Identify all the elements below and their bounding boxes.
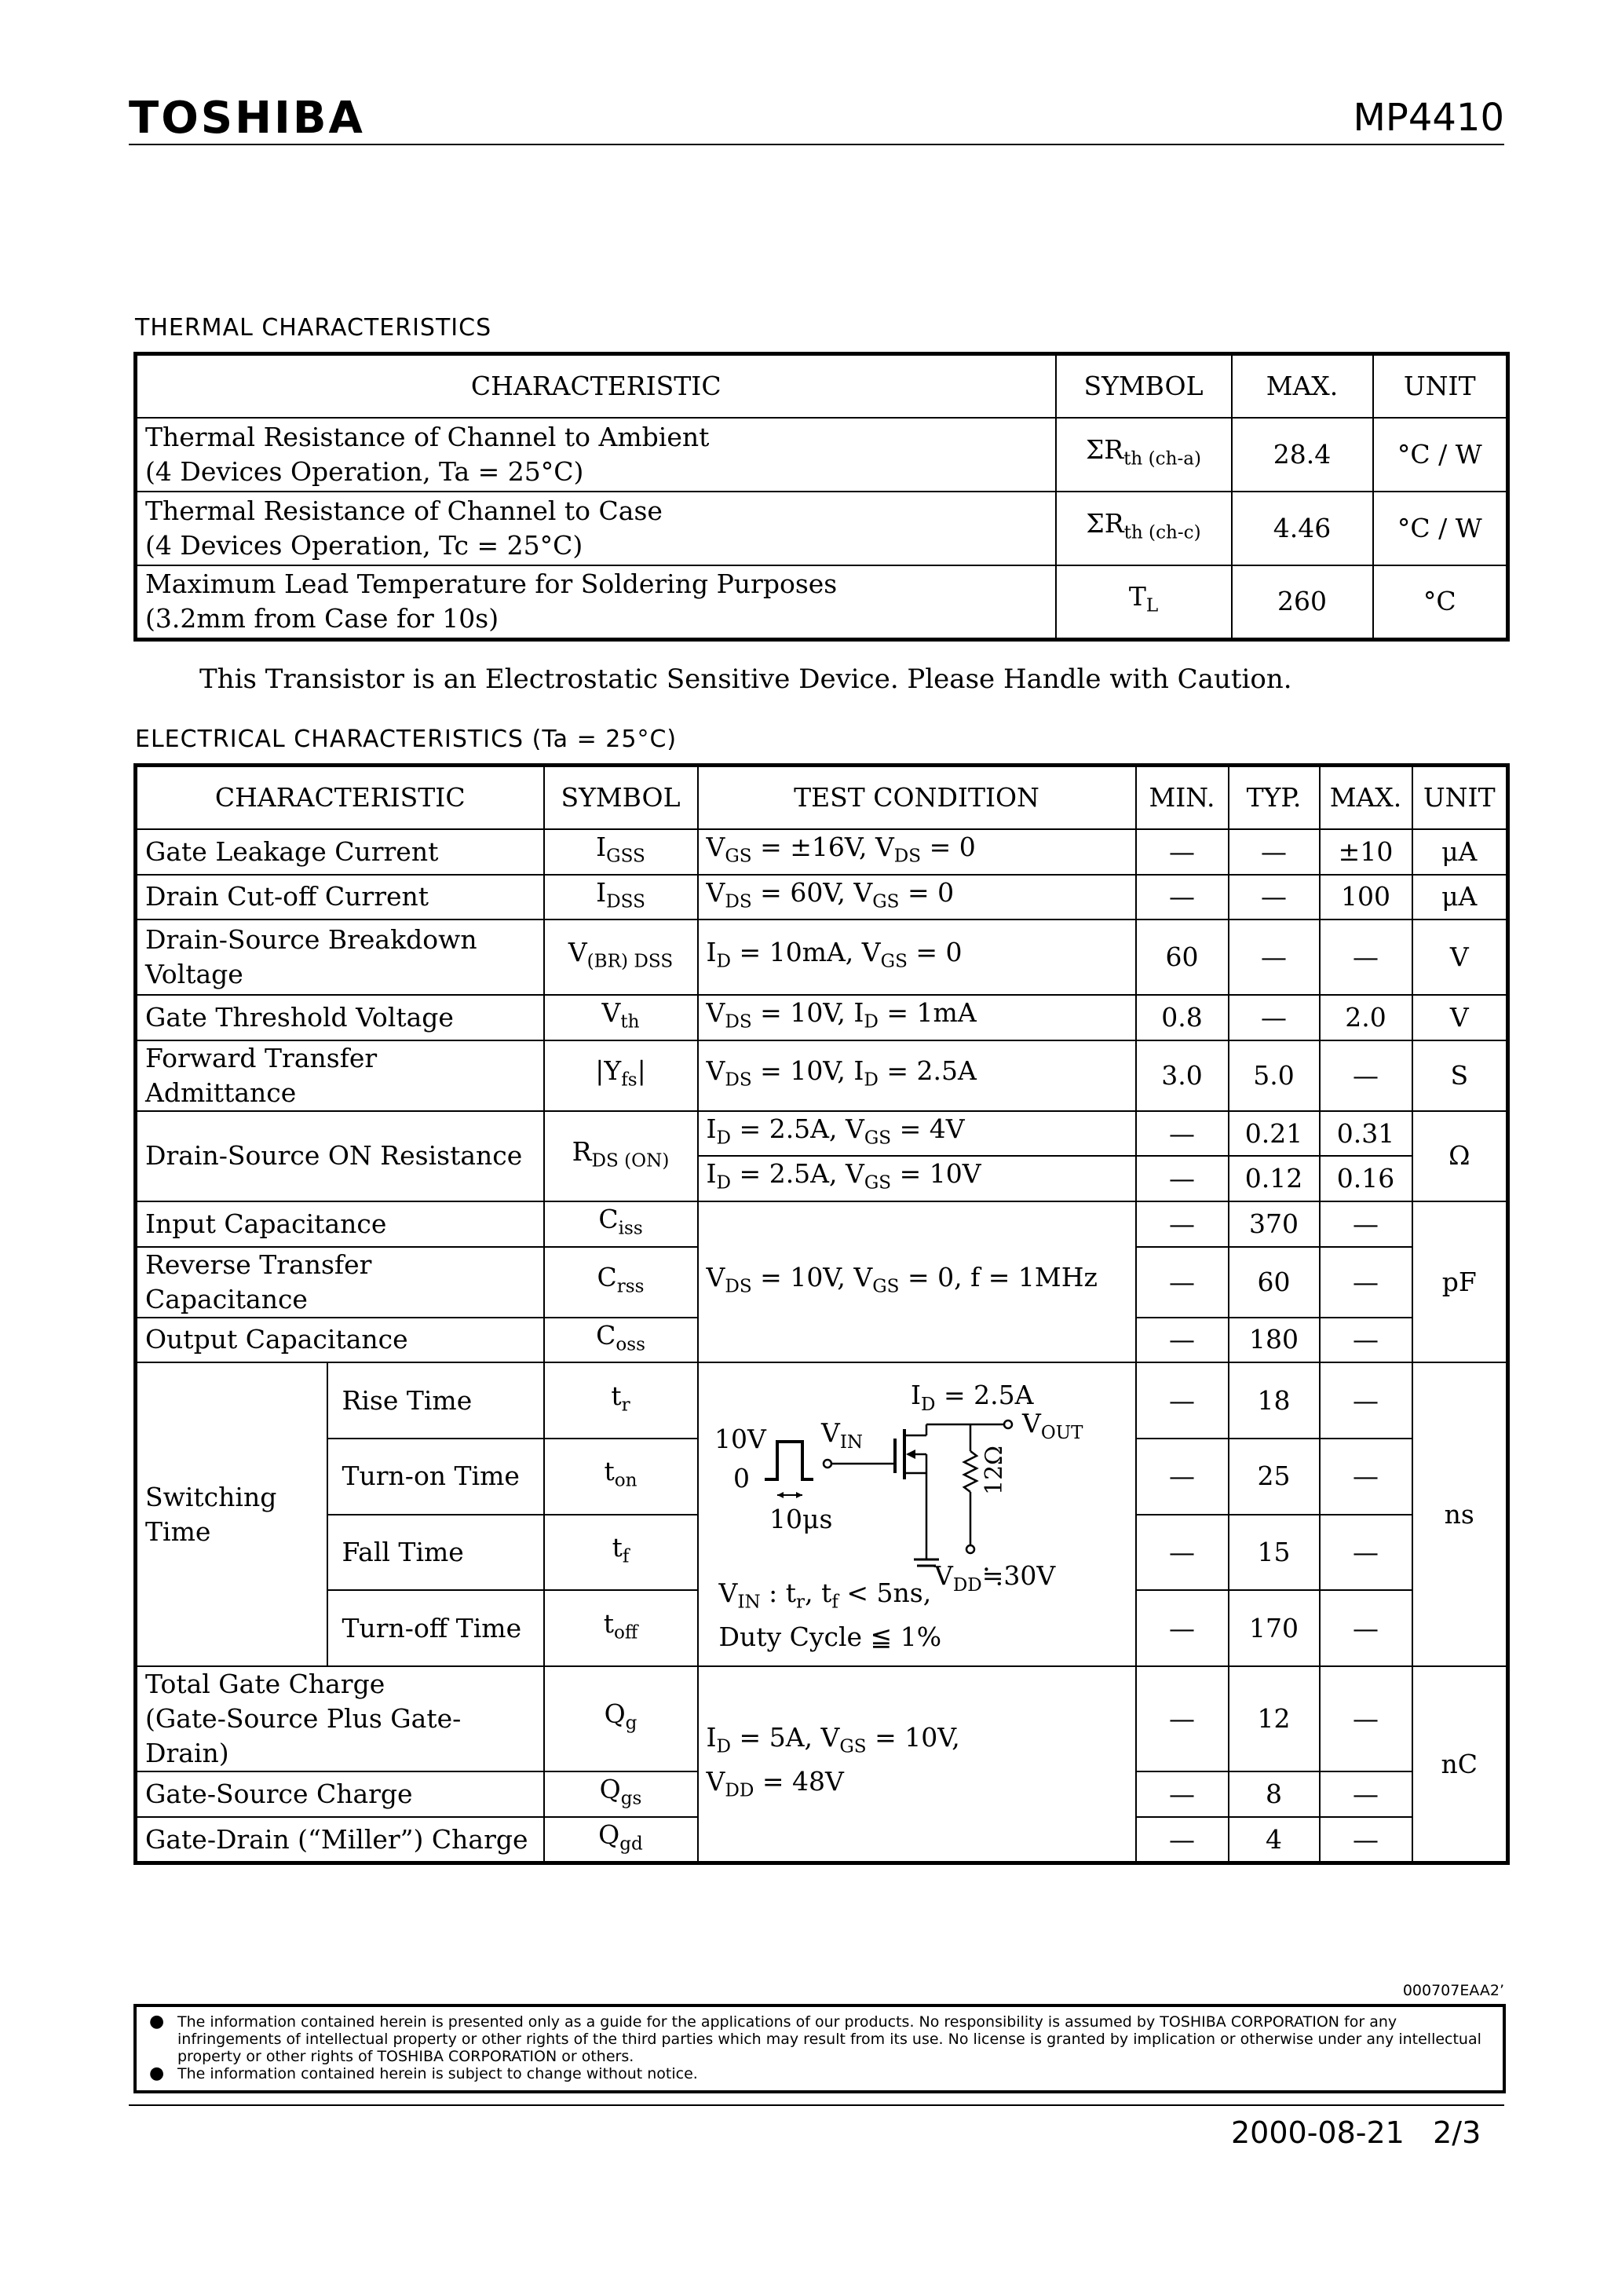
max: 0.31 (1320, 1111, 1412, 1157)
char-name: Total Gate Charge (Gate-Source Plus Gate-Drain) (136, 1666, 544, 1771)
unit: μA (1412, 829, 1508, 875)
disclaimer-item: ● The information contained herein is presented only as a guide for the applications of our products. No responsibility is assumed by TOSHIBA CORPORATION for any infringements of intellectual property or other rights of the third parties which may result from its use. No license is granted by implication or otherwise under any intellectual property or other rights of TOSHIBA CORPORATION or others. (149, 2012, 1481, 2065)
symbol: $V_{(BR) DSS}$ (544, 919, 698, 995)
min: — (1136, 1515, 1229, 1591)
max: 2.0 (1320, 995, 1412, 1040)
unit: V (1412, 919, 1508, 995)
thermal-characteristic: Maximum Lead Temperature for Soldering Purposes (3.2mm from Case for 10s) (136, 565, 1056, 639)
min: 3.0 (1136, 1040, 1229, 1111)
header-rule (129, 144, 1504, 145)
typ: 18 (1229, 1362, 1320, 1439)
max: — (1320, 1040, 1412, 1111)
symbol: $t_{off}$ (544, 1590, 698, 1666)
thermal-unit: °C / W (1373, 418, 1508, 492)
circuit-conditions (719, 1576, 942, 1654)
vdd-label: $V_{DD}≒30V$ (933, 1560, 1055, 1596)
max: — (1320, 1515, 1412, 1591)
typ: 370 (1229, 1201, 1320, 1247)
row-breakdown-voltage (136, 919, 1508, 995)
test-condition: $V_{DS} = 10V$, $I_D = 2.5A$ (698, 1040, 1136, 1111)
thermal-max: 4.46 (1232, 492, 1373, 565)
thermal-max: 28.4 (1232, 418, 1373, 492)
test-condition: $I_D = 2.5A$, $V_{GS} = 4V$ (698, 1111, 1136, 1157)
test-condition: $V_{DS} = 10V$, $V_{GS} = 0$, f = 1MHz (698, 1201, 1136, 1362)
char-name: Turn-off Time (327, 1590, 544, 1666)
thermal-row (136, 492, 1508, 565)
char-name: Drain Cut-off Current (136, 875, 544, 920)
brand-logo: TOSHIBA (129, 93, 365, 144)
typ: — (1229, 919, 1320, 995)
arrow-left-icon (777, 1492, 784, 1498)
min: — (1136, 1666, 1229, 1771)
vin-terminal (824, 1460, 831, 1468)
th-symbol: SYMBOL (1056, 354, 1232, 419)
document-code: 000707EAA2’ (1402, 1982, 1504, 1999)
symbol: $C_{iss}$ (544, 1201, 698, 1247)
pulse-condition: $V_{IN}$ : $t_r$, $t_f < 5ns$, (718, 1578, 932, 1613)
typ: 25 (1229, 1439, 1320, 1515)
min: — (1136, 1318, 1229, 1363)
page-number: 2/3 (1433, 2115, 1481, 2150)
electrical-table (133, 763, 1510, 1865)
typ: 0.21 (1229, 1111, 1320, 1157)
test-condition: $I_D = 2.5A$, $V_{GS} = 10V$ (698, 1156, 1136, 1201)
symbol: $C_{rss}$ (544, 1247, 698, 1318)
symbol: $V_{th}$ (544, 995, 698, 1040)
part-number: MP4410 (1353, 96, 1504, 140)
typ: — (1229, 829, 1320, 875)
min: — (1136, 1362, 1229, 1439)
typ: — (1229, 995, 1320, 1040)
esd-caution-note: This Transistor is an Electrostatic Sensitive Device. Please Handle with Caution. (199, 664, 1292, 695)
char-name: Fall Time (327, 1515, 544, 1591)
max: — (1320, 1362, 1412, 1439)
char-name: Rise Time (327, 1362, 544, 1439)
min: — (1136, 1439, 1229, 1515)
typ: 60 (1229, 1247, 1320, 1318)
thermal-symbol: $T_L$ (1056, 565, 1232, 639)
eh-symbol: SYMBOL (544, 766, 698, 830)
row-transfer-admittance (136, 1040, 1508, 1111)
eh-test-condition: TEST CONDITION (698, 766, 1136, 830)
max: — (1320, 1666, 1412, 1771)
typ: 5.0 (1229, 1040, 1320, 1111)
max: — (1320, 1247, 1412, 1318)
test-condition: $I_D = 5A$, $V_{GS} = 10V$, $V_{DD} = 48V$ (698, 1666, 1136, 1863)
test-condition: $V_{DS} = 10V$, $I_D = 1mA$ (698, 995, 1136, 1040)
bullet-icon: ● (149, 2064, 165, 2083)
row-on-resistance (136, 1111, 1508, 1157)
typ: 15 (1229, 1515, 1320, 1591)
unit: ns (1412, 1362, 1508, 1666)
max: — (1320, 1590, 1412, 1666)
row-total-gate-charge (136, 1666, 1508, 1771)
min: — (1136, 1201, 1229, 1247)
char-name: Input Capacitance (136, 1201, 544, 1247)
eh-typ: TYP. (1229, 766, 1320, 830)
eh-unit: UNIT (1412, 766, 1508, 830)
max: — (1320, 1817, 1412, 1863)
vdd-terminal (966, 1545, 974, 1553)
thermal-characteristic: Thermal Resistance of Channel to Ambient (4 Devices Operation, Ta = 25°C) (136, 418, 1056, 492)
duty-cycle-condition: Duty Cycle ≦ 1% (718, 1621, 942, 1652)
typ: 12 (1229, 1666, 1320, 1771)
th-unit: UNIT (1373, 354, 1508, 419)
bullet-icon: ● (149, 2012, 165, 2031)
unit: S (1412, 1040, 1508, 1111)
pulse-width-label: 10μs (769, 1504, 832, 1535)
max: — (1320, 1771, 1412, 1817)
test-condition: $V_{GS} = \pm 16V$, $V_{DS} = 0$ (698, 829, 1136, 875)
thermal-symbol: $\Sigma R_{th (ch-c)}$ (1056, 492, 1232, 565)
typ: 170 (1229, 1590, 1320, 1666)
unit: pF (1412, 1201, 1508, 1362)
test-condition: $V_{DS} = 60V$, $V_{GS} = 0$ (698, 875, 1136, 920)
char-name: Drain-Source Breakdown Voltage (136, 919, 544, 995)
symbol: $I_{GSS}$ (544, 829, 698, 875)
max: ±10 (1320, 829, 1412, 875)
typ: 8 (1229, 1771, 1320, 1817)
symbol: $Q_{gd}$ (544, 1817, 698, 1863)
char-name: Forward Transfer Admittance (136, 1040, 544, 1111)
char-name: Gate-Drain (“Miller”) Charge (136, 1817, 544, 1863)
row-rise-time (136, 1362, 1508, 1439)
typ: 180 (1229, 1318, 1320, 1363)
typ: 0.12 (1229, 1156, 1320, 1201)
min: — (1136, 1771, 1229, 1817)
row-threshold-voltage (136, 995, 1508, 1040)
thermal-table (133, 352, 1510, 642)
load-resistor (964, 1451, 977, 1492)
thermal-row (136, 565, 1508, 639)
footer-rule (129, 2104, 1504, 2106)
unit: μA (1412, 875, 1508, 920)
input-pulse (765, 1442, 813, 1479)
max: 100 (1320, 875, 1412, 920)
row-input-capacitance (136, 1201, 1508, 1247)
char-name: Gate-Source Charge (136, 1771, 544, 1817)
symbol: $t_{on}$ (544, 1439, 698, 1515)
eh-max: MAX. (1320, 766, 1412, 830)
symbol: $|Y_{fs}|$ (544, 1040, 698, 1111)
char-name: Reverse Transfer Capacitance (136, 1247, 544, 1318)
char-name: Turn-on Time (327, 1439, 544, 1515)
unit: V (1412, 995, 1508, 1040)
min: — (1136, 829, 1229, 875)
char-name: Gate Threshold Voltage (136, 995, 544, 1040)
char-name: Gate Leakage Current (136, 829, 544, 875)
thermal-characteristic: Thermal Resistance of Channel to Case (4 Devices Operation, Tc = 25°C) (136, 492, 1056, 565)
symbol: $I_{DSS}$ (544, 875, 698, 920)
max: 0.16 (1320, 1156, 1412, 1201)
max: — (1320, 919, 1412, 995)
row-gate-leakage (136, 829, 1508, 875)
thermal-unit: °C (1373, 565, 1508, 639)
eh-characteristic: CHARACTERISTIC (136, 766, 544, 830)
max: — (1320, 1318, 1412, 1363)
switching-time-group: Switching Time (136, 1362, 327, 1666)
th-max: MAX. (1232, 354, 1373, 419)
min: — (1136, 1111, 1229, 1157)
thermal-max: 260 (1232, 565, 1373, 639)
typ: — (1229, 875, 1320, 920)
unit: Ω (1412, 1111, 1508, 1201)
thermal-section-title: THERMAL CHARACTERISTICS (135, 314, 492, 342)
publish-date: 2000-08-21 (1231, 2115, 1405, 2150)
thermal-row (136, 418, 1508, 492)
pulse-low-label: 0 (732, 1463, 750, 1494)
resistor-label: 12Ω (980, 1446, 1008, 1496)
char-name: Drain-Source ON Resistance (136, 1111, 544, 1201)
disclaimer-item: ● The information contained herein is subject to change without notice. (149, 2064, 698, 2083)
vout-terminal (1004, 1420, 1012, 1428)
typ: 4 (1229, 1817, 1320, 1863)
symbol: $C_{oss}$ (544, 1318, 698, 1363)
min: — (1136, 875, 1229, 920)
symbol: $R_{DS (ON)}$ (544, 1111, 698, 1201)
th-characteristic: CHARACTERISTIC (136, 354, 1056, 419)
test-condition: $I_D = 10mA$, $V_{GS} = 0$ (698, 919, 1136, 995)
electrical-section-title: ELECTRICAL CHARACTERISTICS (Ta = 25°C) (135, 726, 678, 753)
eh-min: MIN. (1136, 766, 1229, 830)
thermal-unit: °C / W (1373, 492, 1508, 565)
char-name: Output Capacitance (136, 1318, 544, 1363)
pulse-high-label: 10V (714, 1424, 766, 1455)
min: 0.8 (1136, 995, 1229, 1040)
symbol: $t_f$ (544, 1515, 698, 1591)
footer-date-page (1231, 2115, 1481, 2150)
vin-label: $V_{IN}$ (820, 1417, 863, 1453)
min: — (1136, 1817, 1229, 1863)
thermal-symbol: $\Sigma R_{th (ch-a)}$ (1056, 418, 1232, 492)
unit: nC (1412, 1666, 1508, 1863)
vout-label: $V_{OUT}$ (1021, 1408, 1083, 1444)
min: — (1136, 1590, 1229, 1666)
id-label: $I_D = 2.5A$ (910, 1380, 1033, 1416)
min: 60 (1136, 919, 1229, 995)
symbol: $t_r$ (544, 1362, 698, 1439)
switching-test-circuit (698, 1362, 1136, 1666)
electrical-header-row (136, 766, 1508, 830)
max: — (1320, 1439, 1412, 1515)
thermal-header-row (136, 354, 1508, 419)
max: — (1320, 1201, 1412, 1247)
symbol: $Q_{gs}$ (544, 1771, 698, 1817)
arrow-right-icon (796, 1492, 802, 1498)
row-drain-cutoff (136, 875, 1508, 920)
min: — (1136, 1247, 1229, 1318)
symbol: $Q_g$ (544, 1666, 698, 1771)
min: — (1136, 1156, 1229, 1201)
disclaimer-box (133, 2004, 1506, 2093)
